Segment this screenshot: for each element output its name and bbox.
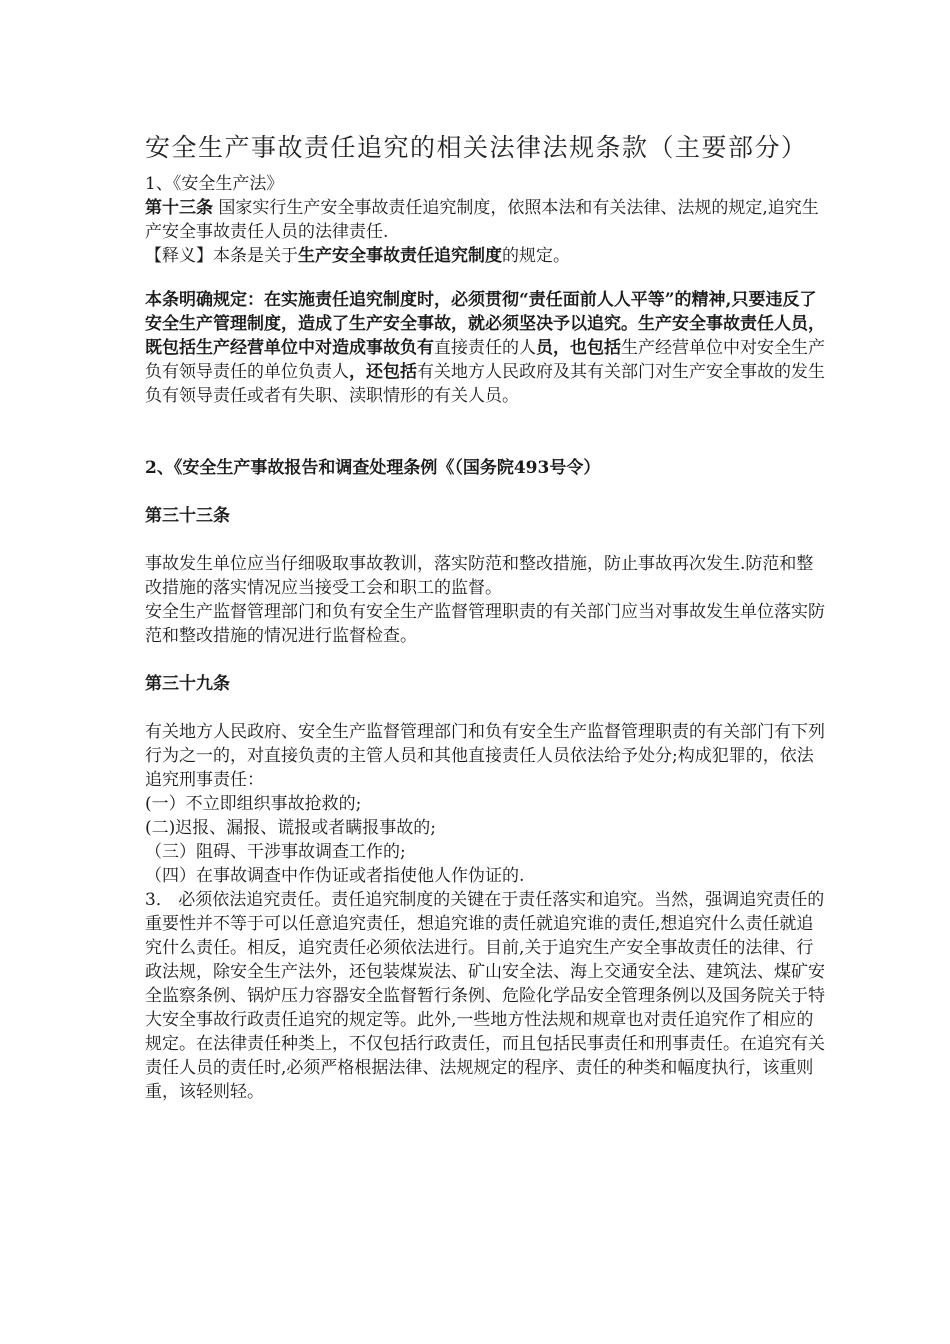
article-39-label: 第三十九条 bbox=[145, 674, 230, 694]
interpretation-paragraph bbox=[145, 288, 825, 408]
article-33-label: 第三十三条 bbox=[145, 506, 230, 526]
article-33-para-1: 事故发生单位应当仔细吸取事故教训，落实防范和整改措施，防止事故再次发生.防范和整改措施的落实情况应当接受工会和职工的监督。 bbox=[145, 554, 814, 598]
explanation-prefix: 【释义】本条是关于 bbox=[145, 246, 298, 266]
interp-bold-1: 本条明确规定：在实施责任追究制度时，必须贯彻“责任面前人人平等”的精神,只要违反了安全生产管理制度，造成了生产安全事故，就必须坚决予以追究。生产安全事故责任人员，既包括生产经营单位中对造成事故负有 bbox=[145, 290, 825, 358]
interp-bold-2: 员，也包括 bbox=[536, 338, 621, 358]
explanation-bold: 生产安全事故责任追究制度 bbox=[298, 246, 502, 266]
interp-normal-1: 直接责任的人 bbox=[434, 338, 536, 358]
interp-normal-3: 有关地方人民政府及其有关部门对生产安全事故的发生负有领导责任或者有失职、渎职情形的有关人员。 bbox=[145, 362, 825, 406]
article-13-label: 第十三条 bbox=[145, 198, 213, 218]
list-item: (二)迟报、漏报、谎报或者瞒报事故的; bbox=[145, 818, 436, 838]
section-3-paragraph: 3． 必须依法追究责任。责任追究制度的关键在于责任落实和追究。当然，强调追究责任的重要性并不等于可以任意追究责任，想追究谁的责任就追究谁的责任,想追究什么责任就追究什么责任。相反，追究责任必须依法进行。目前,关于追究生产安全事故责任的法律、行政法规，除安全生产法外，还包装煤炭法、矿山安全法、海上交通安全法、建筑法、煤矿安全监察条例、锅炉压力容器安全监督暂行条例、危险化学品安全管理条例以及国务院关于特大安全事故行政责任追究的规定等。此外,一些地方性法规和规章也对责任追究作了相应的规定。在法律责任种类上，不仅包括行政责任，而且包括民事责任和刑事责任。在追究有关责任人员的责任时,必须严格根据法律、法规规定的程序、责任的种类和幅度执行，该重则重，该轻则轻。 bbox=[145, 890, 825, 1102]
explanation-suffix: 的规定。 bbox=[502, 246, 570, 266]
list-item: (一）不立即组织事故抢救的; bbox=[145, 794, 362, 814]
interp-bold-3: ，还包括 bbox=[349, 362, 417, 382]
article-13 bbox=[145, 196, 825, 244]
interp-normal-2: 生产经营单位中对安全生产负有领导责任的单位负责人 bbox=[145, 338, 825, 382]
list-item: （四）在事故调查中作伪证或者指使他人作伪证的. bbox=[145, 866, 525, 886]
section-2-heading: 2、《安全生产事故报告和调查处理条例《（国务院493号令） bbox=[145, 458, 601, 478]
article-39-intro: 有关地方人民政府、安全生产监督管理部门和负有安全生产监督管理职责的有关部门有下列行为之一的，对直接负责的主管人员和其他直接责任人员依法给予处分;构成犯罪的，依法追究刑事责任： bbox=[145, 722, 825, 790]
article-13-text: 国家实行生产安全事故责任追究制度，依照本法和有关法律、法规的规定,追究生产安全事故责任人员的法律责任. bbox=[145, 198, 819, 242]
document-title: 安全生产事故责任追究的相关法律法规条款（主要部分） bbox=[145, 133, 808, 162]
document-page bbox=[145, 128, 825, 1104]
explanation bbox=[145, 244, 825, 268]
article-33-para-2: 安全生产监督管理部门和负有安全生产监督管理职责的有关部门应当对事故发生单位落实防范和整改措施的情况进行监督检查。 bbox=[145, 602, 825, 646]
list-item: （三）阻碍、干涉事故调查工作的; bbox=[145, 842, 406, 862]
section-1-heading: 1、《安全生产法》 bbox=[145, 174, 284, 194]
